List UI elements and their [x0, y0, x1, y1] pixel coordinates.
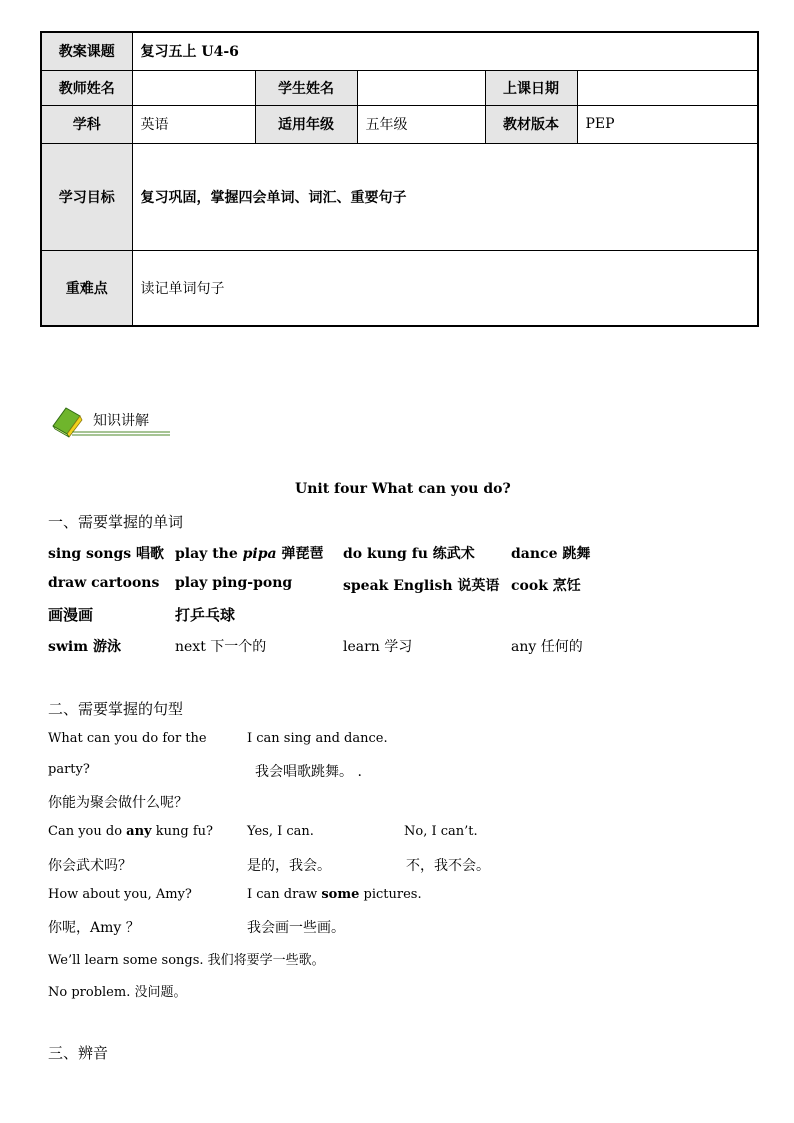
word-swim: swim 游泳 — [48, 639, 121, 655]
word-dance: dance 跳舞 — [511, 546, 591, 562]
edition-label: 教材版本 — [485, 105, 577, 143]
sentence-what-can-you-do: What can you do for the — [48, 731, 207, 746]
sentence-i-can-draw: I can draw some pictures. — [247, 887, 422, 902]
sentence-yes-zh: 是的，我会。 — [247, 858, 331, 874]
student-value — [357, 70, 485, 105]
word-next: next 下一个的 — [175, 639, 267, 655]
words-heading: 一、需要掌握的单词 — [48, 513, 184, 531]
word-draw-cartoons: draw cartoons — [48, 575, 160, 591]
word-cook: cook 烹饪 — [511, 578, 581, 594]
unit-title: Unit four What can you do? — [295, 481, 511, 497]
topic-value: 复习五上 U4-6 — [132, 32, 758, 70]
word-play-pipa: play the pipa 弹琵琶 — [175, 546, 324, 562]
sentence-no-zh: 不，我不会。 — [406, 858, 490, 874]
key-points-value: 读记单词句子 — [132, 250, 758, 326]
teacher-value — [132, 70, 255, 105]
sentences-heading: 二、需要掌握的句型 — [48, 700, 184, 718]
sentence-kung-fu-zh: 你会武术吗？ — [48, 858, 132, 874]
sentence-no-i-cant: No, I can’t. — [404, 824, 478, 839]
teacher-label: 教师姓名 — [41, 70, 132, 105]
pronunciation-heading: 三、辨音 — [48, 1044, 109, 1062]
sentence-learn-songs: We’ll learn some songs. 我们将要学一些歌。 — [48, 953, 325, 968]
sentence-can-you-do-kung-fu: Can you do any kung fu? — [48, 824, 213, 839]
sentence-no-problem: No problem. 没问题。 — [48, 985, 187, 1000]
sentence-party: party? — [48, 762, 90, 777]
word-any: any 任何的 — [511, 639, 583, 655]
word-learn: learn 学习 — [343, 639, 413, 655]
subject-label: 学科 — [41, 105, 132, 143]
word-sing-songs: sing songs 唱歌 — [48, 546, 164, 562]
edition-value: PEP — [577, 105, 758, 143]
date-value — [577, 70, 758, 105]
sentence-i-can-draw-zh: 我会画一些画。 — [247, 920, 345, 936]
grade-value: 五年级 — [357, 105, 485, 143]
grade-label: 适用年级 — [255, 105, 357, 143]
objective-label: 学习目标 — [41, 143, 132, 250]
date-label: 上课日期 — [485, 70, 577, 105]
knowledge-section-logo — [50, 402, 175, 438]
lesson-info-table — [40, 31, 759, 327]
sentence-how-about-you: How about you, Amy? — [48, 887, 192, 902]
section-title: 知识讲解 — [93, 413, 149, 429]
word-draw-cartoons-zh: 画漫画 — [48, 606, 94, 624]
word-speak-english: speak English 说英语 — [343, 578, 500, 594]
subject-value: 英语 — [132, 105, 255, 143]
student-label: 学生姓名 — [255, 70, 357, 105]
key-points-label: 重难点 — [41, 250, 132, 326]
word-ping-pong: play ping-pong — [175, 575, 293, 591]
sentence-how-about-you-zh: 你呢，Amy ？ — [48, 920, 140, 936]
sentence-yes-i-can: Yes, I can. — [247, 824, 314, 839]
topic-label: 教案课题 — [41, 32, 132, 70]
sentence-i-can-sing: I can sing and dance. — [247, 731, 388, 746]
sentence-i-can-sing-zh: 我会唱歌跳舞。 . — [255, 764, 362, 780]
word-ping-pong-zh: 打乒乓球 — [175, 606, 236, 624]
sentence-what-can-you-do-zh: 你能为聚会做什么呢？ — [48, 795, 188, 811]
objective-value: 复习巩固，掌握四会单词、词汇、重要句子 — [132, 143, 758, 250]
word-kung-fu: do kung fu 练武术 — [343, 546, 475, 562]
